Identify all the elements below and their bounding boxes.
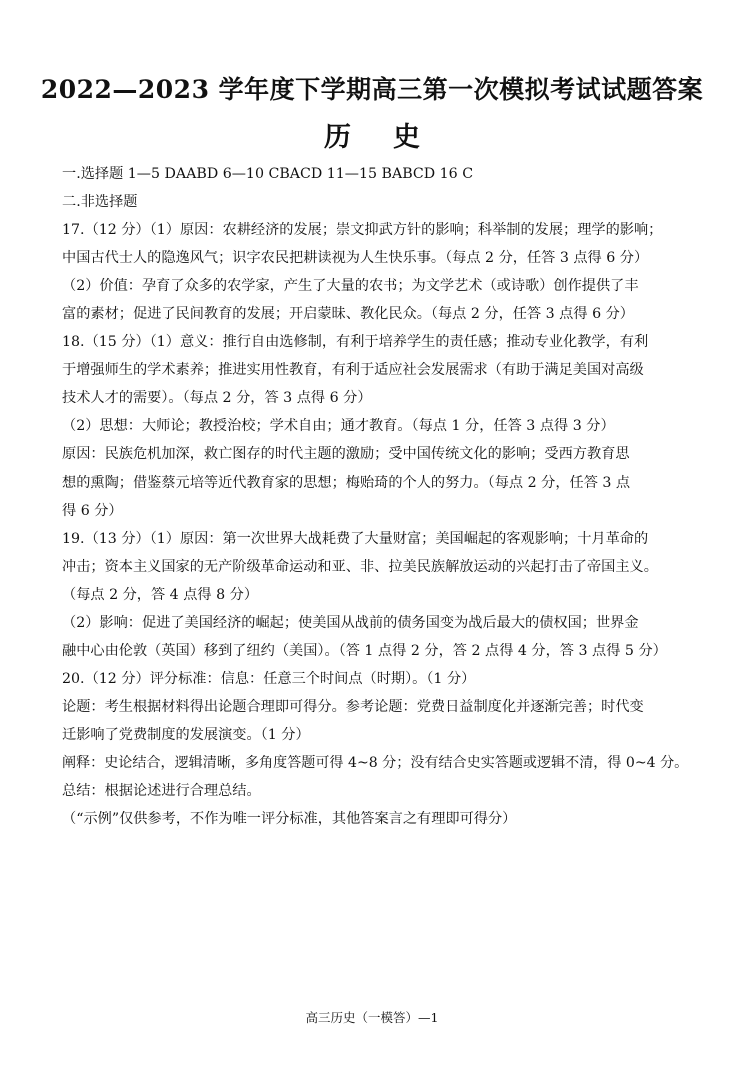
text-line: 一.选择题 1—5 DAABD 6—10 CBACD 11—15 BABCD 16 C: [62, 166, 474, 182]
text-line: （2）价值：孕育了众多的农学家，产生了大量的农书；为文学艺术（或诗歌）创作提供了丰: [62, 278, 639, 295]
text-line: 阐释：史论结合，逻辑清晰，多角度答题可得 4~8 分；没有结合史实答题或逻辑不清，得 0~4 分。: [62, 754, 689, 771]
text-line: 技术人才的需要）。（每点 2 分，答 3 点得 6 分）: [62, 390, 372, 407]
text-line: 原因：民族危机加深，救亡图存的时代主题的激励；受中国传统文化的影响；受西方教育思: [62, 446, 630, 463]
text-line: 19.（13 分）（1）原因：第一次世界大战耗费了大量财富；美国崛起的客观影响；十月革命的: [62, 530, 649, 547]
text-line: 总结：根据论述进行合理总结。: [62, 783, 261, 800]
answer-body: [62, 160, 688, 833]
text-line: 融中心由伦敦（英国）移到了纽约（美国）。（答 1 点得 2 分，答 2 点得 4 分，答 3 点得 5 分）: [62, 642, 667, 659]
text-line: （2）思想：大师论；教授治校；学术自由；通才教育。（每点 1 分，任答 3 点得 3 分）: [62, 418, 615, 435]
text-line: （“示例”仅供参考，不作为唯一评分标准，其他答案言之有理即可得分）: [62, 811, 517, 828]
text-line: 富的素材；促进了民间教育的发展；开启蒙昧、教化民众。（每点 2 分，任答 3 点得 6 分）: [62, 306, 634, 323]
text-line: 17.（12 分）（1）原因：农耕经济的发展；崇文抑武方针的影响；科举制的发展；理学的影响；: [62, 222, 663, 239]
text-line: 18.（15 分）（1）意义：推行自由选修制，有利于培养学生的责任感；推动专业化教学，有利: [62, 334, 649, 351]
text-line: 二.非选择题: [62, 194, 138, 211]
text-line: 得 6 分）: [62, 502, 123, 519]
document-title: 2022—2023 学年度下学期高三第一次模拟考试试题答案: [40, 75, 704, 104]
text-line: （2）影响：促进了美国经济的崛起；使美国从战前的债务国变为战后最大的债权国；世界金: [62, 614, 639, 631]
text-line: 于增强师生的学术素养；推进实用性教育，有利于适应社会发展需求（有助于满足美国对高级: [62, 362, 644, 379]
text-line: 想的熏陶；借鉴蔡元培等近代教育家的思想；梅贻琦的个人的努力。（每点 2 分，任答 3 点: [62, 474, 631, 491]
text-line: 20.（12 分）评分标准：信息：任意三个时间点（时期）。（1 分）: [62, 670, 476, 687]
subject-heading: 历史: [324, 122, 462, 153]
page-footer: 高三历史（一模答）—1: [305, 1010, 439, 1025]
text-line: 论题：考生根据材料得出论题合理即可得分。参考论题：党费日益制度化并逐渐完善；时代变: [62, 698, 644, 715]
text-line: 冲击；资本主义国家的无产阶级革命运动和亚、非、拉美民族解放运动的兴起打击了帝国主义。: [62, 558, 658, 575]
text-line: （每点 2 分，答 4 点得 8 分）: [62, 586, 259, 603]
text-line: 迁影响了党费制度的发展演变。（1 分）: [62, 726, 310, 743]
text-line: 中国古代士人的隐逸风气；识字农民把耕读视为人生快乐事。（每点 2 分，任答 3 点得 6 分）: [62, 250, 649, 267]
